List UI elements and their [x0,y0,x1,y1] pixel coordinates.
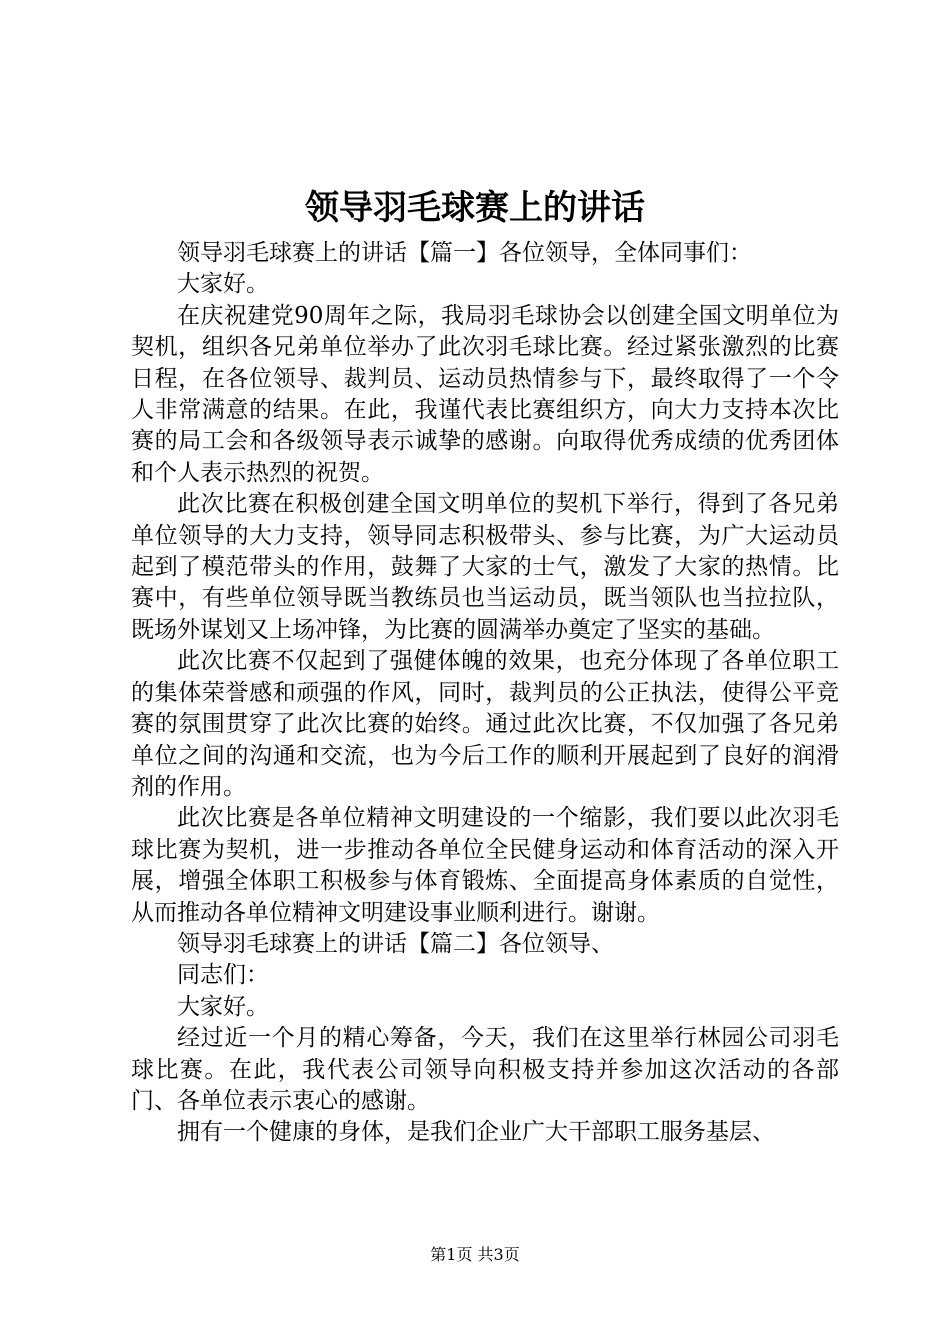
paragraph: 此次比赛在积极创建全国文明单位的契机下举行，得到了各兄弟单位领导的大力支持，领导同志积极带头、参与比赛，为广大运动员起到了模范带头的作用，鼓舞了大家的士气，激发了大家的热情。比赛中，有些单位领导既当教练员也当运动员，既当领队也当拉拉队，既场外谋划又上场冲锋，为比赛的圆满举办奠定了坚实的基础。 [131,491,839,643]
paragraph: 拥有一个健康的身体，是我们企业广大干部职工服务基层、 [177,1119,775,1146]
document-title: 领导羽毛球赛上的讲话 [305,188,645,228]
paragraph: 领导羽毛球赛上的讲话【篇一】各位领导，全体同事们： [177,240,752,266]
paragraph: 领导羽毛球赛上的讲话【篇二】各位领导、 [177,930,614,957]
paragraph: 此次比赛是各单位精神文明建设的一个缩影，我们要以此次羽毛球比赛为契机，进一步推动各单位全民健身运动和体育活动的深入开展，增强全体职工积极参与体育锻炼、全面提高身体素质的自觉性，从而推动各单位精神文明建设事业顺利进行。谢谢。 [131,805,839,926]
paragraph: 同志们： [177,962,269,989]
document-body [131,238,839,1149]
paragraph: 经过近一个月的精心筹备，今天，我们在这里举行林园公司羽毛球比赛。在此，我代表公司领导向积极支持并参加这次活动的各部门、各单位表示衷心的感谢。 [131,1025,839,1114]
paragraph: 在庆祝建党90周年之际，我局羽毛球协会以创建全国文明单位为契机，组织各兄弟单位举办了此次羽毛球比赛。经过紧张激烈的比赛日程，在各位领导、裁判员、运动员热情参与下，最终取得了一个令人非常满意的结果。在此，我谨代表比赛组织方，向大力支持本次比赛的局工会和各级领导表示诚挚的感谢。向取得优秀成绩的优秀团体和个人表示热烈的祝贺。 [131,302,839,486]
paragraph: 大家好。 [177,271,269,298]
paragraph: 大家好。 [177,993,269,1020]
paragraph: 此次比赛不仅起到了强健体魄的效果，也充分体现了各单位职工的集体荣誉感和顽强的作风，同时，裁判员的公正执法，使得公平竞赛的氛围贯穿了此次比赛的始终。通过此次比赛，不仅加强了各兄弟单位之间的沟通和交流，也为今后工作的顺利开展起到了良好的润滑剂的作用。 [131,648,839,800]
page-footer: 第1页 共3页 [430,1245,520,1264]
